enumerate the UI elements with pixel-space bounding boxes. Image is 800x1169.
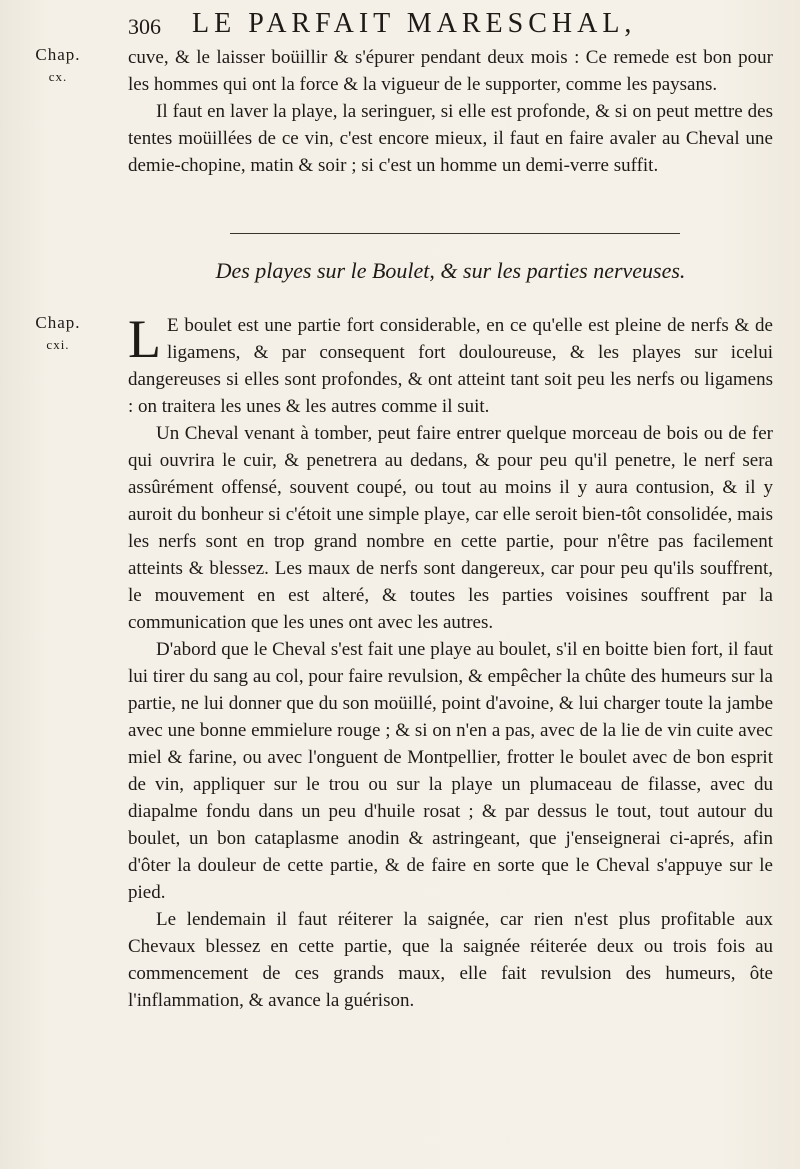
- preceding-text-block: [128, 44, 773, 179]
- section-divider: [230, 233, 680, 234]
- first-paragraph-text: E boulet est une partie fort considerable, en ce qu'elle est pleine de nerfs & de ligamens, & par consequent fort douloureuse, & les playes sur icelui dangereuses si elles sont profondes, & ont atteint tant soit peu les nerfs ou ligamens : on traitera les unes & les autres comme il suit.: [128, 315, 773, 417]
- margin-note-chapter-111: [18, 312, 98, 356]
- paragraph-3: D'abord que le Cheval s'est fait une playe au boulet, s'il en boitte bien fort, il faut lui tirer du sang au col, pour faire revulsion, & empêcher la chûte des humeurs sur la partie, ne lui donner que du son moüillé, point d'avoine, & lui charger toute la jambe avec une bonne emmielure rouge ; & si on n'en a pas, avec de la lie de vin cuite avec miel & farine, ou avec l'onguent de Montpellier, frotter le boulet avec de bon esprit de vin, appliquer sur le trou ou sur la playe un plumaceau de filasse, avec du diapalme fondu dans un peu d'huile rosat ; & par dessus le tout, tout autour du boulet, un bon cataplasme anodin & astringeant, que j'enseignerai ci-aprés, afin d'ôter la douleur de cette partie, & de faire en sorte que le Cheval s'appuye sur le pied.: [128, 639, 773, 903]
- running-head: [128, 6, 768, 40]
- margin-note-chap-label: Chap.: [35, 45, 81, 64]
- margin-note-chap-label: Chap.: [35, 313, 81, 332]
- preceding-paragraph: cuve, & le laisser boüillir & s'épurer pendant deux mois : Ce remede est bon pour les hommes qui ont la force & la vigueur de le supporter, comme les paysans.: [128, 47, 773, 95]
- first-paragraph: [128, 309, 773, 420]
- drop-cap-letter: L: [128, 309, 161, 369]
- paragraph-4: Le lendemain il faut réiterer la saignée, car rien n'est plus profitable aux Chevaux blessez en cette partie, que la saignée réiterée deux ou trois fois au commencement de ces grands maux, elle fait revulsion des humeurs, ôte l'inflammation, & avance la guérison.: [128, 909, 773, 1011]
- page-number: 306: [128, 14, 161, 39]
- section-heading: Des playes sur le Boulet, & sur les parties nerveuses.: [215, 258, 686, 283]
- margin-note-chapter-110: [18, 44, 98, 88]
- running-title: LE PARFAIT MARESCHAL,: [192, 8, 637, 39]
- chapter-text-block: [128, 309, 773, 1014]
- paragraph-2: Un Cheval venant à tomber, peut faire entrer quelque morceau de bois ou de fer qui ouvrira le cuir, & penetrera au dedans, & pour peu qu'il penetre, le nerf sera assûrément offensé, souvent coupé, ou tout au moins il y aura contusion, & il y auroit du bonheur si c'étoit une simple playe, car elle seroit bien-tôt consolidée, mais les nerfs sont en trop grand nombre en cette partie, pour n'être pas facilement atteints & blessez. Les maux de nerfs sont dangereux, car pour peu qu'ils souffrent, le mouvement en est alteré, & toutes les parties voisines souffrent par la communication que les unes ont avec les autres.: [128, 423, 773, 633]
- margin-note-chap-number: cxi.: [46, 337, 70, 352]
- preceding-paragraph-2: Il faut en laver la playe, la seringuer, si elle est profonde, & si on peut mettre des tentes moüillées de ce vin, c'est encore mieux, il faut en faire avaler au Cheval une demie-chopine, matin & soir ; si c'est un homme un demi-verre suffit.: [128, 101, 773, 176]
- margin-note-chap-number: cx.: [48, 69, 68, 84]
